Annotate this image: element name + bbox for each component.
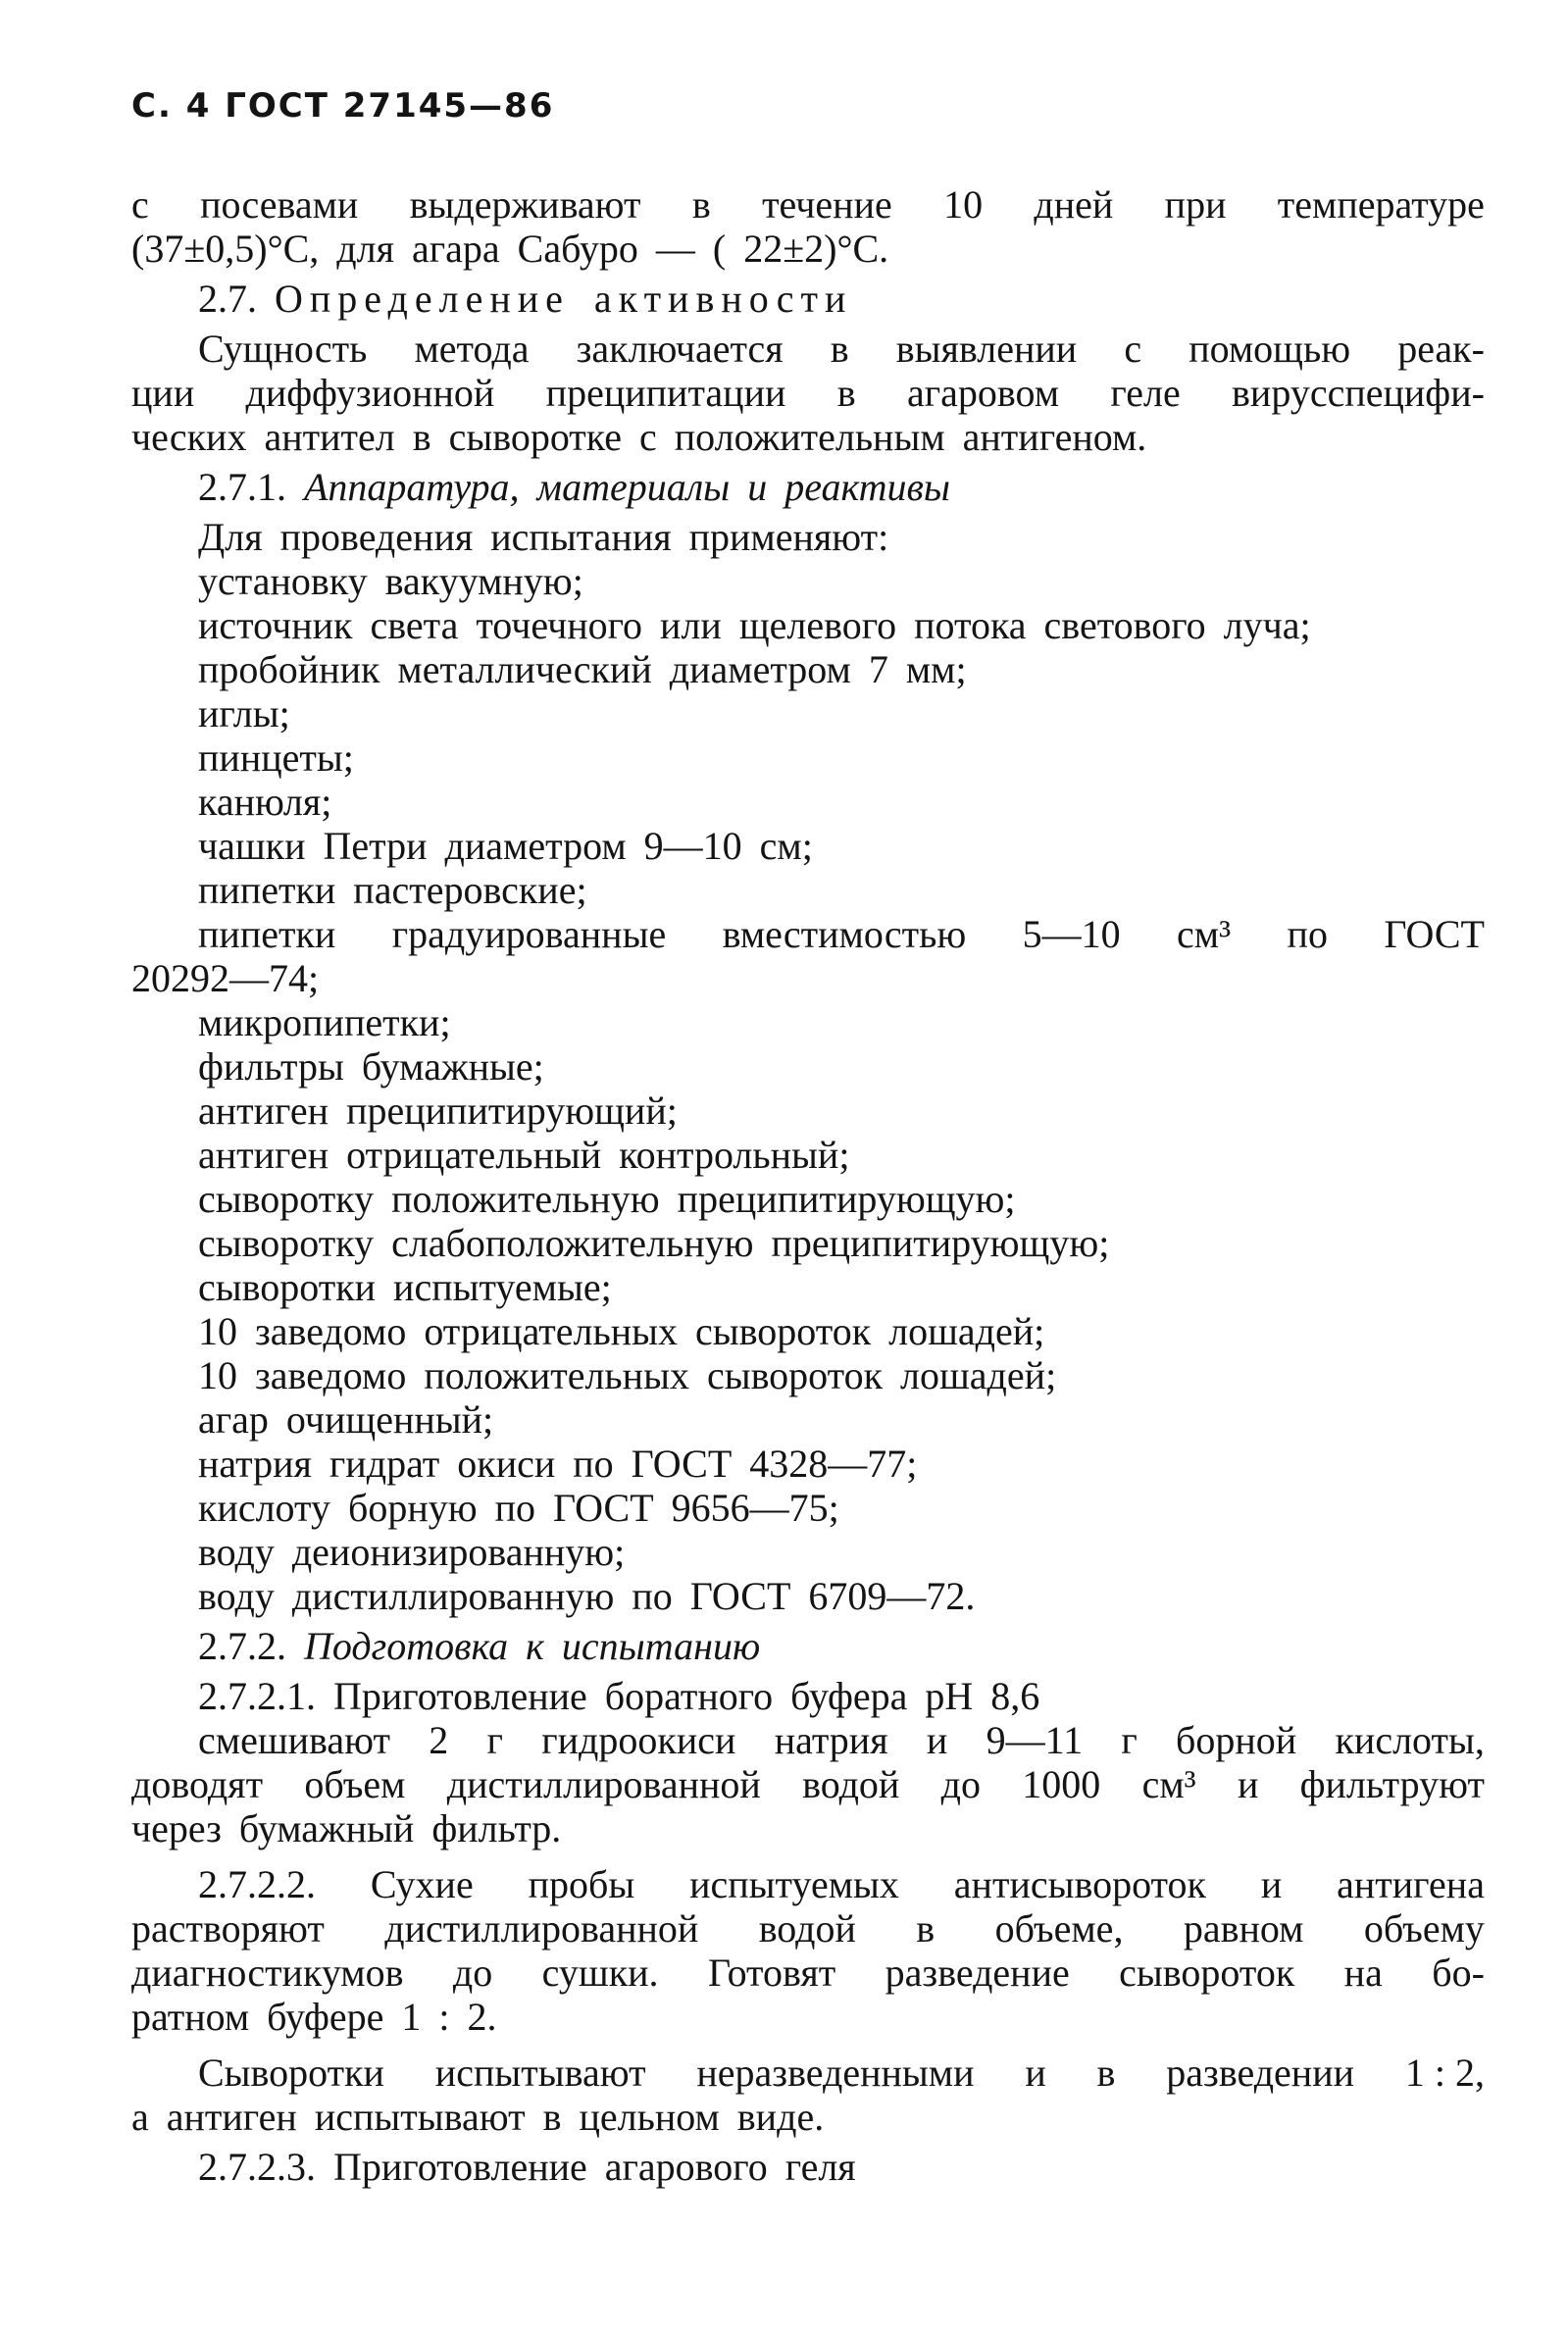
samples-para-line-1	[131, 1862, 1485, 1906]
word: Сухие	[370, 1862, 474, 1906]
word: до	[452, 1951, 493, 1995]
equipment-item: источник света точечного или щелевого потока светового луча;	[198, 603, 1311, 647]
word: антигена	[1337, 1862, 1485, 1906]
word: в	[916, 1906, 936, 1951]
word: фильтруют	[1299, 1762, 1485, 1806]
subsection-2-7-2-1-heading: 2.7.2.1. Приготовление боратного буфера рН 8,6	[198, 1674, 1040, 1718]
word: метода	[414, 327, 530, 371]
word: дистиллированной	[384, 1906, 699, 1951]
buffer-para-line-1	[131, 1718, 1485, 1762]
word: и	[1260, 1862, 1283, 1906]
word: 10	[943, 182, 984, 227]
word: температуре	[1277, 182, 1485, 227]
word: заключается	[576, 327, 784, 371]
word: 2	[429, 1718, 449, 1762]
word: объеме,	[994, 1906, 1124, 1951]
word: выявлении	[895, 327, 1078, 371]
equipment-item: воду деионизированную;	[198, 1530, 626, 1574]
section-title: Определение активности	[275, 277, 853, 321]
word: г	[1121, 1718, 1138, 1762]
word: г	[486, 1718, 503, 1762]
equipment-item: антиген отрицательный контрольный;	[198, 1133, 850, 1177]
equipment-item: 10 заведомо отрицательных сывороток лошадей;	[198, 1309, 1045, 1353]
equipment-item: кислоту борную по ГОСТ 9656—75;	[198, 1486, 839, 1530]
buffer-para-line-2	[131, 1762, 1485, 1806]
word: пипетки	[198, 912, 336, 956]
equipment-item: канюля;	[198, 780, 332, 824]
word: объем	[304, 1762, 406, 1806]
word: дней	[1034, 182, 1114, 227]
word: разведении	[1166, 2051, 1355, 2095]
equipment-lead: Для проведения испытания применяют:	[198, 515, 889, 559]
word: ГОСТ	[1384, 912, 1485, 956]
sera-para-line-2: а антиген испытывают в цельном виде.	[131, 2095, 825, 2139]
section-2-7-heading	[131, 277, 1485, 321]
word: Готовят	[707, 1951, 836, 1995]
equipment-item: воду дистиллированную по ГОСТ 6709—72.	[198, 1574, 976, 1618]
word: 1 : 2,	[1404, 2051, 1485, 2095]
word: 9—11	[986, 1718, 1084, 1762]
word: в	[691, 182, 711, 227]
word: равном	[1183, 1906, 1304, 1951]
word: геле	[1110, 371, 1181, 415]
word: 2.7.2.2.	[198, 1862, 316, 1906]
equipment-item: сыворотку положительную преципитирующую;	[198, 1177, 1016, 1221]
word: вирусспецифи-	[1232, 371, 1485, 415]
word: испытывают	[434, 2051, 646, 2095]
section-title: Подготовка к испытанию	[304, 1624, 761, 1668]
word: в	[836, 371, 856, 415]
word: доводят	[131, 1762, 264, 1806]
word: и	[1025, 2051, 1046, 2095]
section-2-7-2-heading	[131, 1624, 1485, 1668]
sera-para-line-1	[131, 2051, 1485, 2095]
equipment-item: сыворотку слабоположительную преципитирующую;	[198, 1221, 1110, 1265]
word: и	[1237, 1762, 1259, 1806]
equipment-item: микропипетки;	[198, 1000, 451, 1044]
samples-para-line-3	[131, 1951, 1485, 1995]
samples-para-line-4: ратном буфере 1 : 2.	[131, 1995, 497, 2039]
word: ции	[131, 371, 195, 415]
word: растворяют	[131, 1906, 325, 1951]
page-header: С. 4 ГОСТ 27145—86	[131, 86, 555, 126]
word: градуированные	[391, 912, 667, 956]
equipment-item: иглы;	[198, 691, 290, 735]
word: до	[940, 1762, 981, 1806]
word: смешивают	[198, 1718, 390, 1762]
word: диагностикумов	[131, 1951, 404, 1995]
word: агаровом	[906, 371, 1060, 415]
word: водой	[802, 1762, 900, 1806]
buffer-para-line-3: через бумажный фильтр.	[131, 1806, 562, 1850]
section-2-7-1-heading	[131, 465, 1485, 509]
section-number: 2.7.	[198, 277, 257, 321]
equipment-item: чашки Петри диаметром 9—10 см;	[198, 824, 813, 868]
equipment-item: фильтры бумажные;	[198, 1044, 544, 1089]
word: кислоты,	[1335, 1718, 1485, 1762]
word: течение	[762, 182, 892, 227]
word: с	[131, 182, 149, 227]
word: при	[1164, 182, 1227, 227]
word: Сыворотки	[198, 2051, 384, 2095]
equipment-item: 10 заведомо положительных сывороток лошадей;	[198, 1353, 1057, 1397]
section-number: 2.7.2.	[198, 1624, 286, 1668]
intro-line-1	[131, 182, 1485, 227]
word: натрия	[774, 1718, 888, 1762]
equipment-item: пробойник металлический диаметром 7 мм;	[198, 647, 967, 691]
word: и	[926, 1718, 948, 1762]
word: Сущность	[198, 327, 368, 371]
equipment-item: установку вакуумную;	[198, 559, 583, 603]
word: 1000	[1022, 1762, 1101, 1806]
word: антисывороток	[953, 1862, 1206, 1906]
word: неразведенными	[696, 2051, 975, 2095]
word: реак-	[1397, 327, 1485, 371]
word: помощью	[1189, 327, 1351, 371]
word: гидроокиси	[541, 1718, 736, 1762]
word: пробы	[528, 1862, 635, 1906]
word: сывороток	[1119, 1951, 1295, 1995]
word: дистиллированной	[446, 1762, 761, 1806]
word: с	[1124, 327, 1142, 371]
section-2-7-para-line-1	[131, 327, 1485, 371]
section-title: Аппаратура, материалы и реактивы	[304, 465, 950, 509]
subsection-2-7-2-3-heading: 2.7.2.3. Приготовление агарового геля	[198, 2145, 856, 2189]
word: в	[830, 327, 849, 371]
word: см³	[1141, 1762, 1196, 1806]
document-body	[131, 182, 1485, 2189]
equipment-item-pipettes-cont: 20292—74;	[131, 956, 320, 1000]
word: на	[1343, 1951, 1383, 1995]
word: объему	[1363, 1906, 1485, 1951]
equipment-item: пипетки пастеровские;	[198, 868, 587, 912]
equipment-item-pipettes	[131, 912, 1485, 956]
word: борной	[1176, 1718, 1297, 1762]
equipment-item: сыворотки испытуемые;	[198, 1265, 612, 1309]
section-number: 2.7.1.	[198, 465, 286, 509]
equipment-item: агар очищенный;	[198, 1397, 494, 1442]
section-2-7-para-line-3: ческих антител в сыворотке с положительным антигеном.	[131, 415, 1147, 459]
samples-para-line-2	[131, 1906, 1485, 1951]
word: бо-	[1432, 1951, 1485, 1995]
word: разведение	[885, 1951, 1070, 1995]
word: водой	[758, 1906, 856, 1951]
word: сушки.	[541, 1951, 659, 1995]
word: посевами	[200, 182, 359, 227]
equipment-item: натрия гидрат окиси по ГОСТ 4328—77;	[198, 1442, 918, 1486]
word: диффузионной	[245, 371, 495, 415]
word: в	[1096, 2051, 1116, 2095]
intro-line-2: (37±0,5)°С, для агара Сабуро — ( 22±2)°С.	[131, 227, 889, 271]
word: преципитации	[545, 371, 786, 415]
word: испытуемых	[689, 1862, 899, 1906]
equipment-item: пинцеты;	[198, 735, 354, 780]
word: вместимостью	[722, 912, 967, 956]
word: выдерживают	[409, 182, 641, 227]
word: 5—10	[1022, 912, 1121, 956]
equipment-item: антиген преципитирующий;	[198, 1089, 678, 1133]
word: см³	[1177, 912, 1232, 956]
word: по	[1287, 912, 1328, 956]
section-2-7-para-line-2	[131, 371, 1485, 415]
